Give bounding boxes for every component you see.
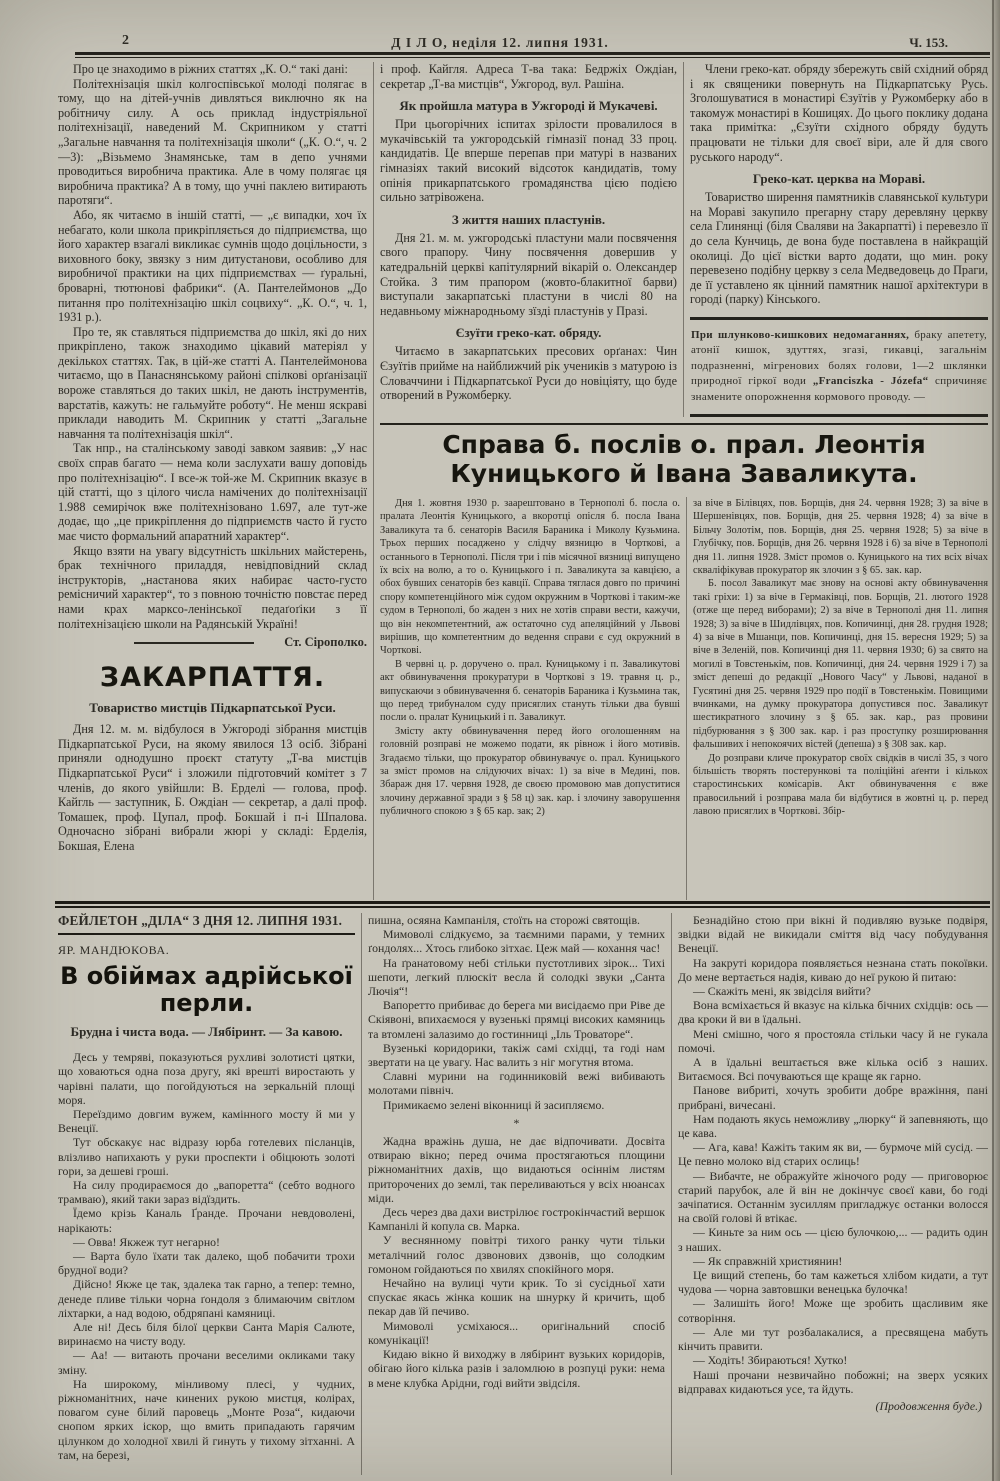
sprava-columns [380,497,988,900]
ad-text [691,328,987,406]
paragraph: Члени греко-кат. обряду збережуть свій східний обряд і як священики повернуть на Підкарпатську Русь. Зголошуватися в монастирі Єзуїтів у Ружомберку або в такомуж монастирі в Кошицях. До цього поклику додана така примітка: „Єзуїти східного обряду будуть працювати не тільки для своєї віри, але й для свого руського народу“. [690,62,988,164]
ad-lead: При шлунково-кишкових недомаганнях, [691,328,910,341]
star-separator: * [513,1115,520,1130]
zakarpattia-section [58,662,367,853]
paragraph: Мені смішно, чого я простояла стільки часу й не гукала помочі. [678,1026,988,1055]
paragraph: Десь у темряві, показуються рухливі золотисті цятки, що ховаються одна поза другу, які врешті виростають у чарівні палати, що погойдуються на зеркальній площі моря. [58,1050,355,1107]
section-subtitle: Товариство мистців Підкарпатської Руси. [89,700,336,716]
paragraph: У веснянному повітрі тихого ранку чути тільки металічний голос дзвонових дзвонів, що солодким гомоном гойдаються по хвилях спокійного моря. [368,1233,665,1276]
right-edge-line [992,0,994,1481]
news-heading: Як пройшла матура в Ужгороді й Мукачеві. [399,98,658,114]
paragraph: — Залишіть його! Може ще зробить щасливим яке сотворіння. [678,1296,988,1325]
paragraph: Вузенькі коридорики, такіж самі східці, та годі нам звертати на це увагу. Нас валить з ніг могутня втома. [368,1040,665,1070]
paragraph: — Ходіть! Збираються! Хутко! [693,1353,848,1368]
paragraph: Наші прочани незвичайно побожні; на зверх усяких відправах кидаються усе, та йдуть. [678,1367,988,1396]
column-middle [380,62,677,417]
ad-brand: „Franciszka - Józefa“ [812,375,929,388]
paragraph: Переїздимо довгим вужем, камінного мосту й ми у Венеції. [58,1106,355,1136]
paragraph: Товариство ширення памятників славянської культури на Мораві закупило прегарну стару деревляну церкву села Глинянці (біля Сваляви на Закарпатті) і перевезло її до села Кунчиць, де вона буде поставлена в найкращій околиці. До цієї вістки варто додати, що мин. року перевезено подібну церкву з села Медведовець до Праги, де її уставлено як цінний памятник нашої архітектури в городі (парку) Кінського. [690,190,988,307]
paragraph: — Ага, кава! Кажіть таким як ви, — бурмоче мій сусід. — Це певно молоко від старих ослиць! [678,1140,988,1169]
paragraph: Десь через два дахи вистрілює гострокінчастий вершок Кампанілі й копула св. Марка. [368,1205,665,1234]
paragraph: Про це знаходимо в ріжних статтях „К. О.“ такі дані: [73,62,348,76]
paragraph: Нечайно на вулиці чути крик. То зі сусідньої хати спускає якась жінка кошик на шнурку й кричить, щоб пекар дав їй печиво. [368,1276,665,1319]
paragraph: На широкому, мінливому плесі, у чудних, ріжноманітних, наче кинених рукою мистця, колірах, повагом суне білий паровець „Монте Роза“, кидаючи снопом ярких іскор, що вмить припадають гарячим цілунком до холодної хвилі й гинуть у тихому зітханні. А там, на березі, [58,1376,355,1462]
feuilleton-title: В обіймах адрійської перли. [60,962,353,1018]
paragraph: Примикаємо зелені віконниці й засипляємо. [383,1097,605,1112]
page-number: 2 [122,33,129,48]
column-divider [671,913,672,1475]
paragraph: Вапоретто прибиває до берега ми висідаємо при Ріве де Скіявоні, впихаємося у вузенькі прямці високих камяниць та втомлені залазимо до гостинниці „Іль Троваторе“. [368,998,665,1041]
paragraph: На ґранатовому небі стільки пустотливих зірок... Тихі шепоти, легкий плюскіт весла й солодкі звуки „Санта Лючія“! [368,955,665,999]
ad-body: браку апетету, атонії кишок, здуттях, згазі, гикавці, загальнім подразненні, мігренових болях голови, 1—2 шклянки природної гіркої води [691,328,987,388]
feuilleton-subtitle: Брудна і чиста вода. — Лябіринт. — За кавою. [70,1024,343,1040]
paragraph: Дійсно! Якже це так, здалека так гарно, а тепер: темно, денеде пливе тільки чорна ґондоля з блимаючим світлом ліхтарки, а над водою, обдряпані камяниці. [58,1277,355,1320]
paragraph: Вона всміхається й вказує на кілька бічних східців: ось — два кроки й ви в їдальні. [678,998,988,1027]
paragraph: Це вищий степень, бо там кажеться хлібом кидати, а тут чудова — чорна завтовшки венецька булочка! [678,1268,988,1297]
paragraph: і проф. Кайгля. Адреса Т-ва така: Бедржіх Ождіан, секретар „Т-ва мистців“, Ужгород, вул. Рашіна. [380,62,677,91]
paragraph: — Як справжній християнин! [693,1253,843,1268]
paragraph: Про те, як ставляться підприємства до шкіл, які до них прикріплено, також знаходимо цікавий матеріял у декількох статтях. Так, в цій-же статті А. Пантелеймонова читаємо, що в Панаснянському районі спілкові орґанізації вороже ставляться до таких шкіл, не дають інструментів, варстатів, кажуть: не гальмуйте роботу“. Не менш яскраві приклади наводить М. Скрипник у статті „Загальне навчання та політехнізація шкіл“. [58,324,367,441]
article-politech [58,62,367,650]
feuilleton-col-3 [678,913,988,1475]
paragraph: До розправи кличе прокуратор своїх свідків в числі 35, з чого більшість творять постерункові та поліційні аґенти і кількох старостинських комісарів. Акт обвинувачення є вже правосильний і розправа мала би відбутися в жовтні ц. р. перед лавою присяглих в Чорткові. Збір- [693,752,988,818]
paragraph: Мимоволі слідкуємо, за таємними парами, у темних ґондолях... Хтось глибоко зітхає. Цеж май — кохання час! [368,927,665,956]
news-item [690,171,988,307]
paragraph: Жадна вражінь душа, не дає відпочивати. Досвіта отвираю вікно; перед очима простягаються площини ріжноманітних дахів, що видаються осіннім листям приторочених до землі, так переливаються у всіх нюансах міди. [368,1134,665,1205]
news-item [380,325,677,402]
sprava-col-right [693,497,988,900]
paragraph: Панове вибриті, хочуть зробити добре вражіння, пані прибрані, вичесані. [678,1083,988,1112]
paragraph: Якщо взяти на увагу відсутність шкільних майстерень, брак технічного приладдя, невідповідний склад інструкторів, „настанова яких набирає часто-густо ремісничий характер“, то з повною точністю повстає перед нами крах марксо-ленінської педаґоґіки з її політехнізацією школи на Радянській Україні! [58,543,367,631]
signature-rule [134,642,254,644]
paragraph: Безнадійно стою при вікні й подивляю вузьке подвіря, звідки відай не викидали сміття від часу побудування Венеції. [678,913,988,956]
sprava-section [380,423,988,900]
section-rule [55,901,990,908]
news-heading: З життя наших пластунів. [451,211,606,227]
paragraph: Кидаю вікно й виходжу в лябіринт вузьких коридорів, обігаю його кілька разів і заломлюю в розпуці руки: нема в мене клубка Арідни, годі вийти звідсіля. [368,1347,665,1390]
feuilleton-col-2 [368,913,665,1475]
top-right-row [380,62,988,417]
paragraph: На закруті коридора появляється незнана стать покоївки. До мене вертається надія, киваю до неї рукою й питаю: [678,955,988,984]
paragraph: При цьогорічних іспитах зрілости провалилося в мукачівській та ужгородській гімназії понад 33 проц. кандидатів. Це вперше перепав при матурі в названих гімназіях такий високий відсоток кандидатів, тому опінія прикарпатського громадянства цією подією сильно затрівожена. [380,117,677,205]
paragraph: Політехнізація шкіл колгоспівської молоді полягає в тому, що на дітей-учнів дивляться виключно як на робітничу силу. А ось приклад індустріяльної політехнізації, наведений М. Скрипником у статті „Загальне навчання та політехнізація школи“ („К. О.“, ч. 2—3): „Візьмемо Знамянське, там в депо учнями проводиться виробнича практика. Але в чому полягає ця виробнича практика? А в тому, що учні паклею витирають паротяги“. [58,76,367,208]
paragraph: Дня 21. м. м. ужгородські пластуни мали посвячення свого прапору. Чину посвячення довершив у катедральній церкві капітулярний вікарій о. Олександер Стойка. З тим прапором (жовто-блакитної барви) виступали закарпатські пластуни в числі 80 на недавньому міжнародньому зїзді пластунів у Празі. [380,230,677,318]
paragraph: Тут обскакує нас відразу юрба готелевих післанців, влізливо напихають у руки проспекти і обіцюють золоті гори, за дешеві гроші. [58,1135,355,1178]
paragraph: Б. посол Заваликут має знову на основі акту обвинувачення такі гріхи: 1) за віче в Гермаківці, пов. Борщів, 21. лютого 1928 (отже ще перед виборами); 2) за віче в Тернополі дня 11. липня 1928; 3) за віче в Шидлівцях, пов. Копичинці, дня 28. грудня 1928; 4) за віче в Мшанци, пов. Копичинці, дня 15. вересня 1929; 5) за віче в Зеленій, пов. Копичинці дня 11. червня 1930; 6) за свято на могилі в Товстенькім, пов. Копичинці, дня 24. червня 1929 і 7) за зміст депеші до редакції „Нового Часу“ у Львові, наданої в Гусятині дня 25. червня 1929 про події в Товстенькім. Повищими вчинками, на думку прокуратора допустився пос. Заваликут шестикратного злочину з § 65. зак. кар., раз провини підбурювання з § 300 зак. кар. і раз проступку розширювання фальшивих і непокоячих вістей (депеша) з § 308 зак. кар. [693,578,988,751]
news-item [380,98,677,205]
column-right [690,62,988,417]
feuilleton-author: ЯР. МАНДЮКОВА. [58,943,170,957]
paragraph: Дня 12. м. м. відбулося в Ужгороді зібрання мистців Підкарпатської Руси, на якому явилося 13 осіб. Зібрані приняли однодушно проєкт статуту „Т-ва мистців Підкарпатської Руси“ і зложили підготовчий комітет з 7 членів, до якого увійшли: В. Ерделі — голова, проф. Кайгль — заступник, Б. Ождіан — секретар, а далі проф. Томашек, проф. Цупал, проф. Бокшай і п-і Шпалова. Одночасно зібрані вибрали жюрі у складі: Ерделія, Бокшая, Елена [58,722,367,853]
news-heading: Греко-кат. церква на Мораві. [752,171,926,187]
paragraph: Їдемо крізь Каналь Ґранде. Прочани невдоволені, нарікають: [58,1206,355,1235]
paragraph: Читаємо в закарпатських пресових орґанах: Чин Єзуїтів прийме на найближчий рік учеників з матурою із Словаччини і Підкарпатської Руси до новіціяту, що буде отворений в Ружомберку. [380,344,677,403]
paragraph: А в їдальні вештається вже кілька осіб з наших. Витаємося. Всі почуваються ще краще як гарно. [678,1055,988,1084]
to-be-continued: (Продовження буде.) [875,1398,982,1413]
header-rule [75,52,990,58]
paragraph: за віче в Білівцях, пов. Борщів, дня 24. червня 1928; 3) за віче в Шершенівцях, пов. Борщів, дня 25. червня 1928; 4) за віче в Більчу Золотім, пов. Борщів, дня 25. червня 1928; 5) за віче в Глубічку, пов. Борщів, дня 26. червня 1928 і 6) за віче в Тернополі дня 11. липня 1928. Зміст промов о. Куницького на тих всіх вічах скваліфікував прокуратор як злочин з § 65. зак. кар. [693,497,988,576]
paragraph: — Варта було їхати так далеко, щоб побачити трохи брудної води? [58,1248,355,1278]
paragraph: — Вибачте, не ображуйте жіночого роду — приговорює старий парубок, але й він не докінчує своєї кави, бо годі зачіпатися. Останнім зусиллям пригладжує останки волосся на своїй голові й втікає. [678,1168,988,1226]
paragraph: Мимоволі усміхаюся... оригінальний спосіб комунікації! [368,1318,665,1347]
sprava-headline: Справа б. послів о. прал. Леонтія Куницького й Івана Заваликута. [442,430,926,489]
column-divider [686,497,687,900]
article-signature: Ст. Сірополко. [284,635,367,650]
section-title: ЗАКАРПАТТЯ. [99,662,326,694]
paragraph: Нам подають якусь неможливу „люрку“ й запевняють, що це кава. [678,1111,988,1141]
paragraph: Дня 1. жовтня 1930 р. заарештовано в Тернополі б. посла о. пралата Леонтія Куницького, а вкоротці опісля б. посла Івана Заваликута та б. сенаторів Василя Бараника і Миколу Кузьмина. Трьох перших посаджено у слідчу вязницю в Чорткові, а останнього в Тернополі. Після три і пів місячної вязниці випущено їх всіх на волю, а то о. Куницького і п. Заваликута за кавцією, а обох бувших сенаторів без кавції. Справа тяглася довго по причині спору компетенційного між судом окружним в Чорткові і таким-же судом в Тернополі, бо жаден з них не хотів справи вести, кажучи, що він некомпетентний, аж остаточно суд апеляційний у Львові вирішив, що компетентним до ведення справи є суд окружний в Чорткові. [380,497,680,657]
article-signature-row [58,635,367,650]
feuilleton-header: ФЕЙЛЕТОН „ДІЛА“ З ДНЯ 12. ЛИПНЯ 1931. [58,913,355,935]
paragraph: На силу продираємося до „вапоретта“ (себто водного трамваю), який таки зараз відїздить. [58,1177,355,1207]
masthead: Д І Л О, неділя 12. липня 1931. [391,35,609,50]
paragraph: В червні ц. р. доручено о. прал. Куницькому і п. Заваликутові акт обвинувачення прокуратури в Чорткові з 19. травня ц. р., випускаючи з обвинувачення б. сенаторів Бараника і Кузьмина так, що перед трибуналом суду присяглих стануть тільки два бувші посли о. пралат Куницький і п. Заваликут. [380,658,680,724]
column-divider [683,62,684,417]
ad-tail: спричиняє знамените опорожнення кормового проводу. — [691,375,987,403]
column-divider [373,62,374,900]
news-item [380,212,677,319]
paragraph: — Скажіть мені, як звідсіля вийти? [693,984,871,999]
paragraph: Так нпр., на сталінському заводі завком заявив: „У нас своїх справ багато — нема коли заслухати вашу доповідь про політехнізацію“. І все-ж той-же М. Скрипник вказує в цій статті, що з цілого числа намічених до політехнізації 1.988 семирічок вже політехнізовано 1.697, але тут-же додає, що „це прикріплення до підприємств часто й густо має чисто формальний апаратний характер“. [58,441,367,543]
paragraph: — Овва! Якжеж тут негарно! [73,1234,220,1249]
column-left [58,62,367,900]
top-section [58,62,988,900]
paragraph: Але ні! Десь біля білої церкви Санта Марія Салюте, виринаємо на чисту воду. [58,1319,355,1349]
feuilleton-col-1 [58,913,355,1475]
issue-number: Ч. 153. [909,35,948,50]
column-divider [361,913,362,1475]
ad-box [690,317,988,418]
feuilleton-section [58,913,988,1475]
sprava-col-left [380,497,680,900]
paragraph: пишна, осяяна Кампаніля, стоїть на сторожі святощів. [368,913,640,927]
paragraph: Змісту акту обвинувачення перед його оголошенням на головній розправі не можемо подати, як рівнож і його мотивів. Згадаємо тільки, що прокуратор обвинувачує о. прал. Куницького за зміст промов на слідуючих вічах: 1) за віче в Медині, пов. Збараж дня 17. червня 1928, де своєю промовою мав допуститися злочину державної зради з § 58 ц) зак. кар. і злочину заворушення публичного спокою з § 65 кар. зак; 2) [380,725,680,818]
paragraph: Або, як читаємо в іншій статті, — „є випадки, хоч їх небагато, коли школа прикріпляється до підприємства, що його характер взагалі викликає сумнів щодо доцільности, з виховного боку, звязку з ним дитустанови, особливо для виробничої практики на цих підприємствах — ґуральні, броварні, тютюнові фабрики“. (А. Пантелеймонов „До питання про політехнізацію шкіл соцвиху“. „К. О.“, ч. 1, 1931 р.). [58,207,367,325]
paragraph: Славні мурини на годинниковій вежі вибивають молотами північ. [368,1069,665,1098]
paragraph: — Аа! — витають прочани веселими окликами таку зміну. [58,1348,355,1377]
paragraph: — Киньте за ним ось — цією булочкою,... — радить один з наших. [678,1225,988,1254]
paragraph: — Але ми тут розбалакалися, а пресвящена мабуть кінчить правити. [678,1324,988,1354]
right-wrap [380,62,988,900]
news-heading: Єзуїти греко-кат. обряду. [455,325,602,341]
